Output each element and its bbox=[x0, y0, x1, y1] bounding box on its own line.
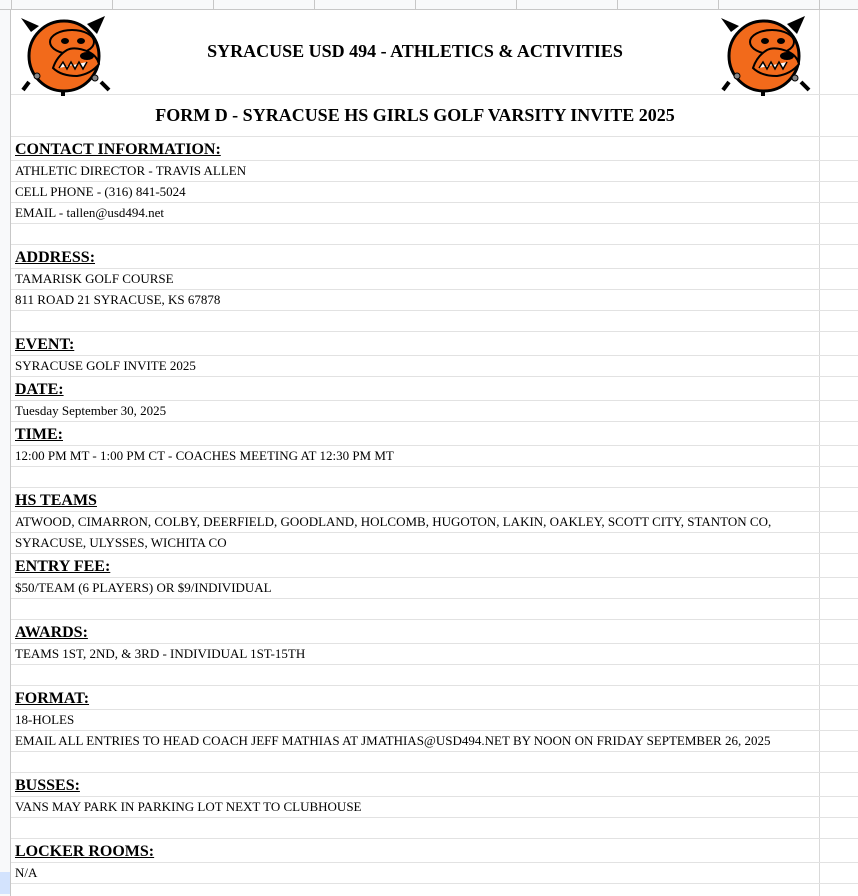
column-header-strip[interactable] bbox=[0, 0, 858, 10]
busses-value: VANS MAY PARK IN PARKING LOT NEXT TO CLUBHOUSE bbox=[15, 799, 362, 814]
date-value: Tuesday September 30, 2025 bbox=[15, 403, 167, 418]
sheet-row[interactable] bbox=[11, 290, 858, 311]
sheet-row[interactable] bbox=[11, 620, 858, 644]
column-divider[interactable] bbox=[213, 0, 214, 10]
sheet-row[interactable] bbox=[11, 839, 858, 863]
empty-row[interactable] bbox=[11, 884, 858, 896]
awards-heading: AWARDS: bbox=[15, 624, 88, 641]
sheet-row[interactable] bbox=[11, 161, 858, 182]
address-line-1: TAMARISK GOLF COURSE bbox=[15, 271, 174, 286]
teams-line-2: SYRACUSE, ULYSSES, WICHITA CO bbox=[15, 535, 227, 550]
row-header-gutter[interactable] bbox=[0, 10, 11, 896]
column-divider[interactable] bbox=[112, 0, 113, 10]
time-value: 12:00 PM MT - 1:00 PM CT - COACHES MEETING AT 12:30 PM MT bbox=[15, 448, 394, 463]
entry-fee-value: $50/TEAM (6 PLAYERS) OR $9/INDIVIDUAL bbox=[15, 580, 272, 595]
sheet-row[interactable] bbox=[11, 533, 858, 554]
athletic-director: ATHLETIC DIRECTOR - TRAVIS ALLEN bbox=[15, 163, 247, 178]
empty-row[interactable] bbox=[11, 311, 858, 332]
locker-rooms-heading: LOCKER ROOMS: bbox=[15, 843, 155, 860]
sheet-row[interactable] bbox=[11, 401, 858, 422]
empty-row[interactable] bbox=[11, 665, 858, 686]
contact-email: EMAIL - tallen@usd494.net bbox=[15, 205, 165, 220]
contact-heading: CONTACT INFORMATION: bbox=[15, 141, 221, 158]
empty-row[interactable] bbox=[11, 599, 858, 620]
bulldog-mascot-icon bbox=[717, 12, 817, 96]
time-heading: TIME: bbox=[15, 426, 63, 443]
sheet-row[interactable] bbox=[11, 356, 858, 377]
event-value: SYRACUSE GOLF INVITE 2025 bbox=[15, 358, 196, 373]
address-heading: ADDRESS: bbox=[15, 249, 96, 266]
awards-value: TEAMS 1ST, 2ND, & 3RD - INDIVIDUAL 1ST-15TH bbox=[15, 646, 306, 661]
teams-line-1: ATWOOD, CIMARRON, COLBY, DEERFIELD, GOODLAND, HOLCOMB, HUGOTON, LAKIN, OAKLEY, SCOTT CITY, STANTON CO, bbox=[15, 514, 772, 529]
sheet-row[interactable] bbox=[11, 422, 858, 446]
locker-rooms-value: N/A bbox=[15, 865, 38, 880]
sheet-row[interactable] bbox=[11, 644, 858, 665]
column-divider[interactable] bbox=[718, 0, 719, 10]
event-heading: EVENT: bbox=[15, 336, 75, 353]
sheet-row[interactable] bbox=[11, 182, 858, 203]
selected-row-indicator bbox=[0, 872, 10, 894]
address-line-2: 811 ROAD 21 SYRACUSE, KS 67878 bbox=[15, 292, 221, 307]
sheet-row[interactable] bbox=[11, 686, 858, 710]
cell-phone: CELL PHONE - (316) 841-5024 bbox=[15, 184, 186, 199]
column-divider[interactable] bbox=[314, 0, 315, 10]
title-row[interactable] bbox=[11, 10, 858, 95]
sheet-row[interactable] bbox=[11, 203, 858, 224]
page-title: SYRACUSE USD 494 - ATHLETICS & ACTIVITIES bbox=[207, 41, 623, 61]
sheet-row[interactable] bbox=[11, 488, 858, 512]
teams-heading: HS TEAMS bbox=[15, 492, 97, 509]
busses-heading: BUSSES: bbox=[15, 777, 80, 794]
format-heading: FORMAT: bbox=[15, 690, 90, 707]
sheet-row[interactable] bbox=[11, 446, 858, 467]
sheet-row[interactable] bbox=[11, 797, 858, 818]
sheet-row[interactable] bbox=[11, 269, 858, 290]
date-heading: DATE: bbox=[15, 381, 64, 398]
empty-row[interactable] bbox=[11, 818, 858, 839]
form-title: FORM D - SYRACUSE HS GIRLS GOLF VARSITY INVITE 2025 bbox=[155, 105, 675, 125]
sheet-row[interactable] bbox=[11, 731, 858, 752]
sheet-row[interactable] bbox=[11, 137, 858, 161]
column-divider[interactable] bbox=[415, 0, 416, 10]
sheet-row[interactable] bbox=[11, 578, 858, 599]
sheet-row[interactable] bbox=[11, 554, 858, 578]
column-divider[interactable] bbox=[819, 0, 820, 10]
column-divider[interactable] bbox=[11, 0, 12, 10]
form-title-row[interactable] bbox=[11, 95, 858, 137]
sheet-row[interactable] bbox=[11, 245, 858, 269]
column-divider[interactable] bbox=[516, 0, 517, 10]
sheet-row[interactable] bbox=[11, 512, 858, 533]
sheet-row[interactable] bbox=[11, 377, 858, 401]
format-line-2: EMAIL ALL ENTRIES TO HEAD COACH JEFF MATHIAS AT JMATHIAS@USD494.NET BY NOON ON FRIDAY SEPTEMBER 26, 2025 bbox=[15, 733, 771, 748]
sheet-row[interactable] bbox=[11, 710, 858, 731]
sheet-row[interactable] bbox=[11, 773, 858, 797]
sheet-row[interactable] bbox=[11, 332, 858, 356]
format-line-1: 18-HOLES bbox=[15, 712, 75, 727]
entry-fee-heading: ENTRY FEE: bbox=[15, 558, 111, 575]
column-divider[interactable] bbox=[617, 0, 618, 10]
sheet-row[interactable] bbox=[11, 863, 858, 884]
empty-row[interactable] bbox=[11, 467, 858, 488]
empty-row[interactable] bbox=[11, 224, 858, 245]
empty-row[interactable] bbox=[11, 752, 858, 773]
